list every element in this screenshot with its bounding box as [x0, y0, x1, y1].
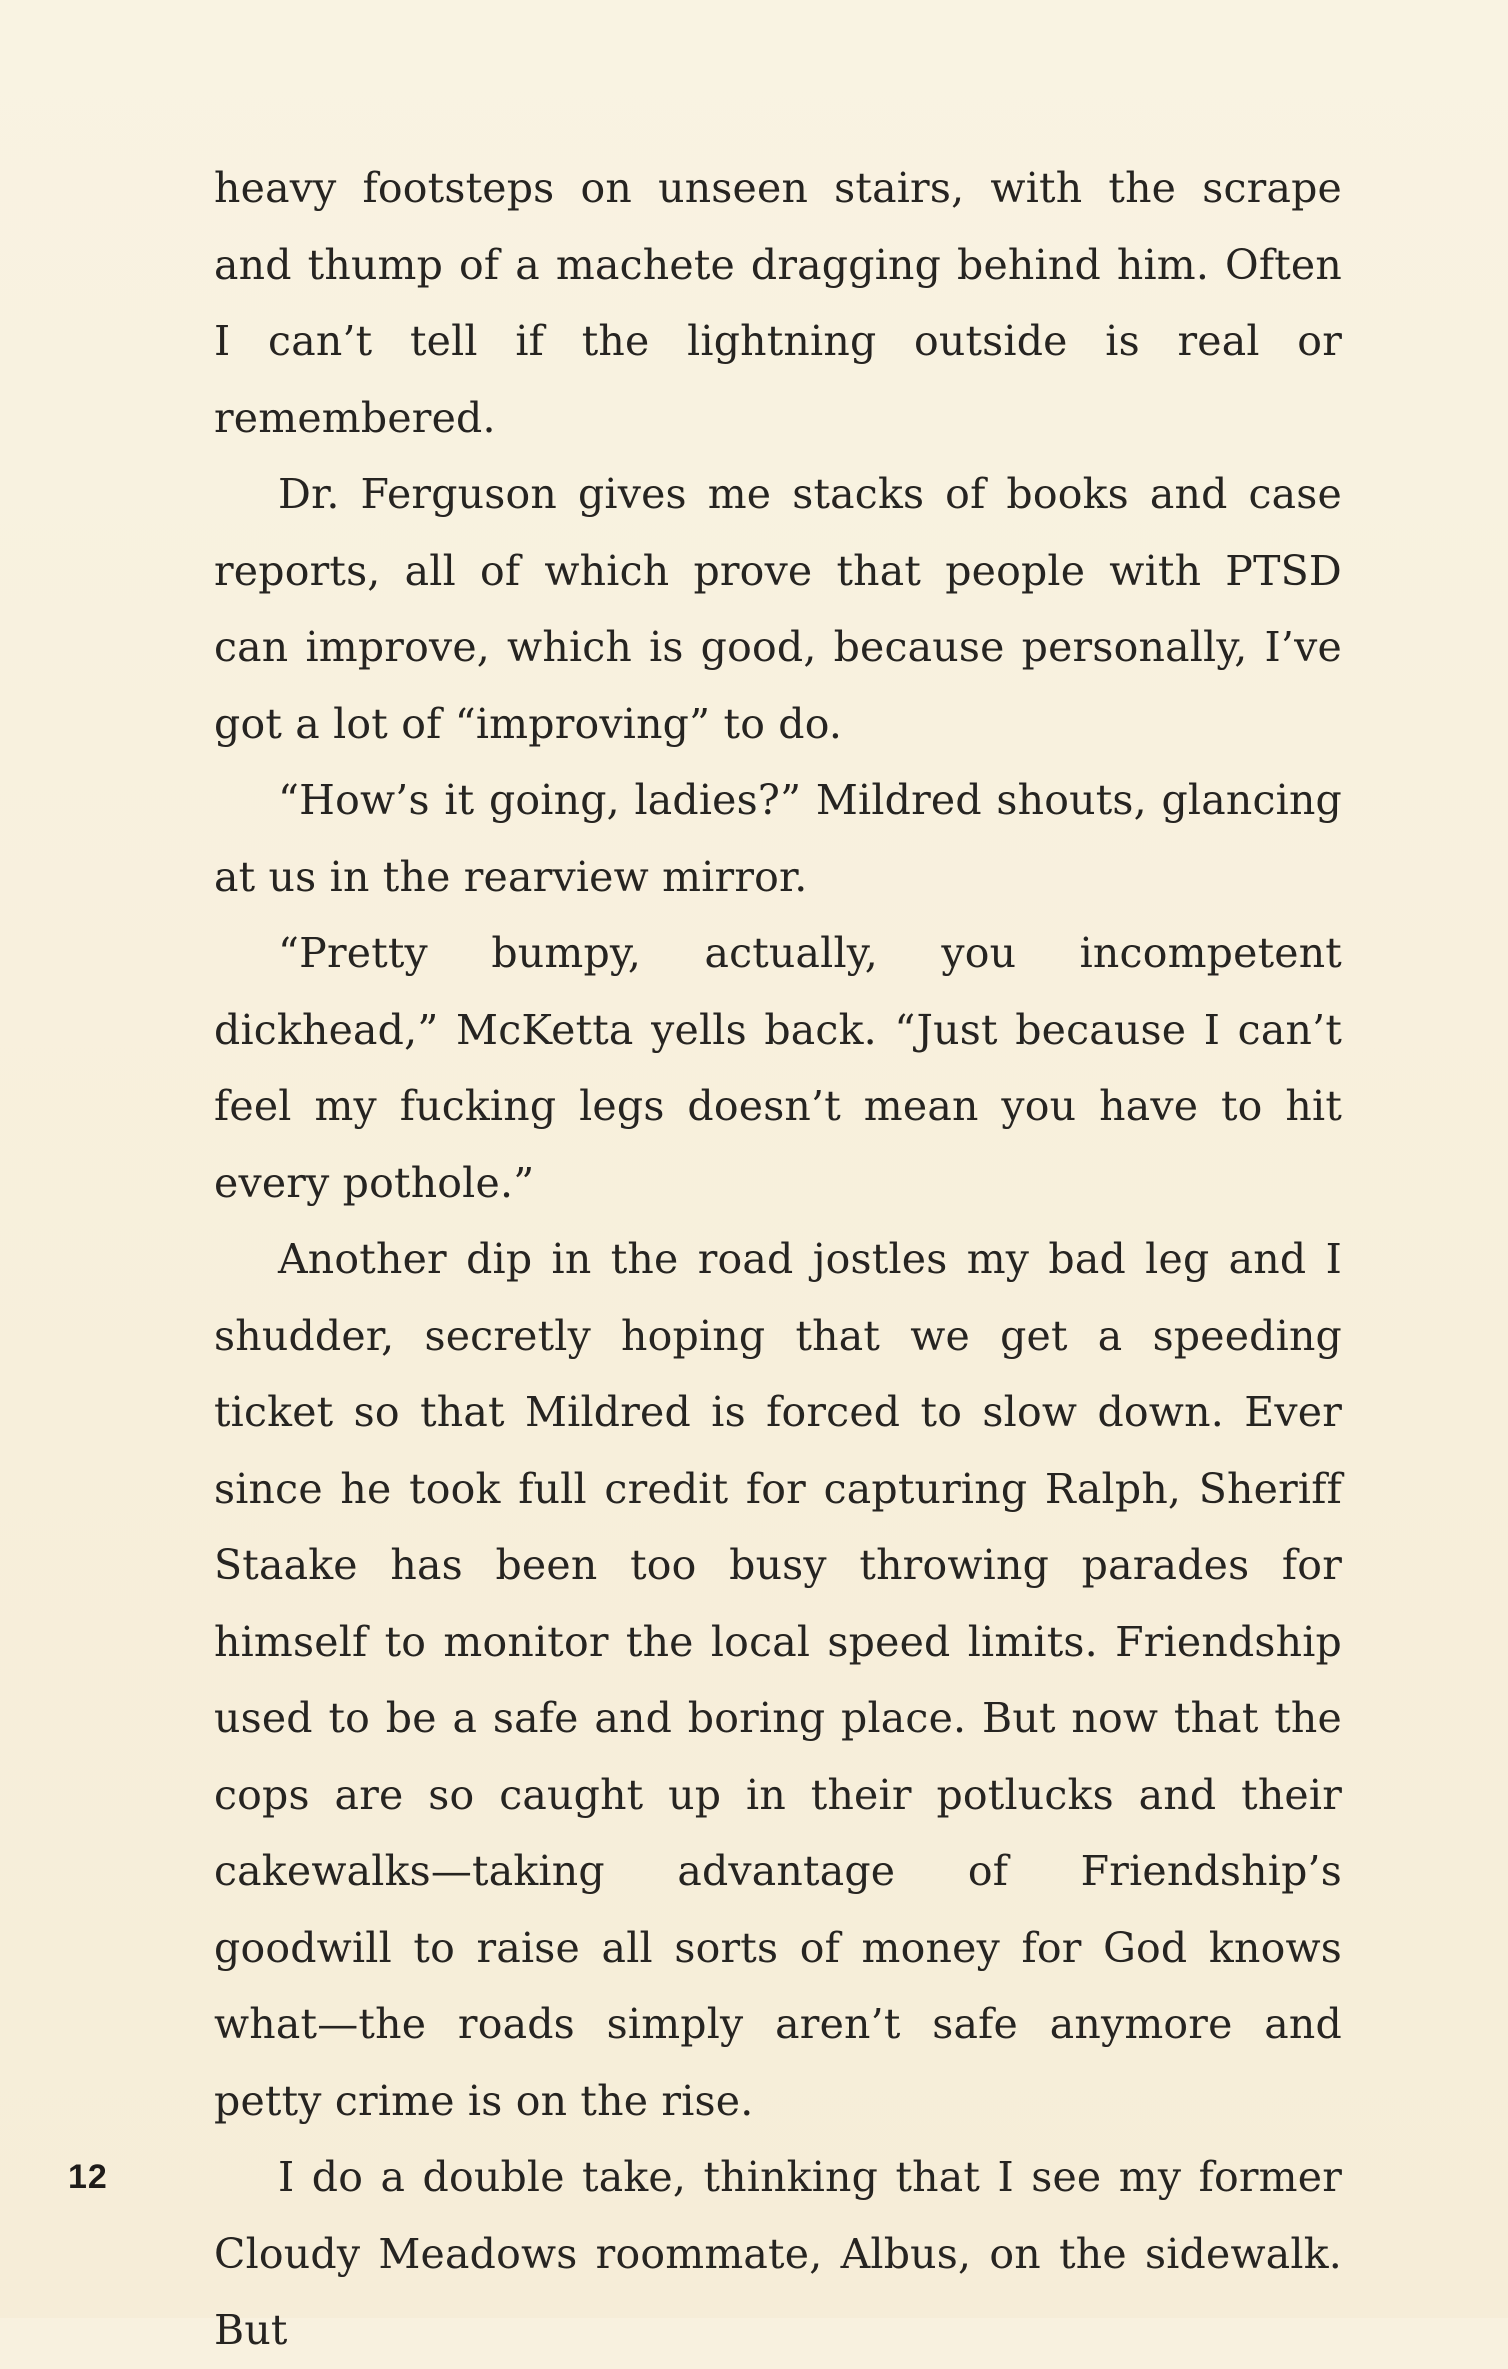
paragraph: Dr. Ferguson gives me stacks of books and case reports, all of which prove that people with PTSD can improve, which is good, because personally, I’ve got a lot of “improving” to do. — [214, 470, 1342, 748]
paragraph: “Pretty bumpy, actually, you incompetent dickhead,” McKetta yells back. “Just because I can’t feel my fucking legs doesn’t mean you have to hit every pothole.” — [214, 929, 1342, 1207]
paragraph-continuation: heavy footsteps on unseen stairs, with the scrape and thump of a machete dragging behind him. Often I can’t tell if the lightning outside is real or remembered. — [214, 164, 1342, 442]
paragraph: “How’s it going, ladies?” Mildred shouts, glancing at us in the rearview mirror. — [214, 776, 1342, 901]
body-text — [214, 150, 1342, 2369]
paragraph: Another dip in the road jostles my bad leg and I shudder, secretly hoping that we get a speeding ticket so that Mildred is forced to slow down. Ever since he took full credit for capturing Ralph, Sheriff Staake has been too busy throwing parades for himself to monitor the local speed limits. Friendship used to be a safe and boring place. But now that the cops are so caught up in their potlucks and their cakewalks—taking advantage of Friendship’s goodwill to raise all sorts of money for God knows what—the roads simply aren’t safe anymore and petty crime is on the rise. — [214, 1235, 1342, 2125]
page-number: 12 — [68, 2158, 108, 2196]
paragraph: I do a double take, thinking that I see my former Cloudy Meadows roommate, Albus, on the sidewalk. But — [214, 2153, 1342, 2354]
